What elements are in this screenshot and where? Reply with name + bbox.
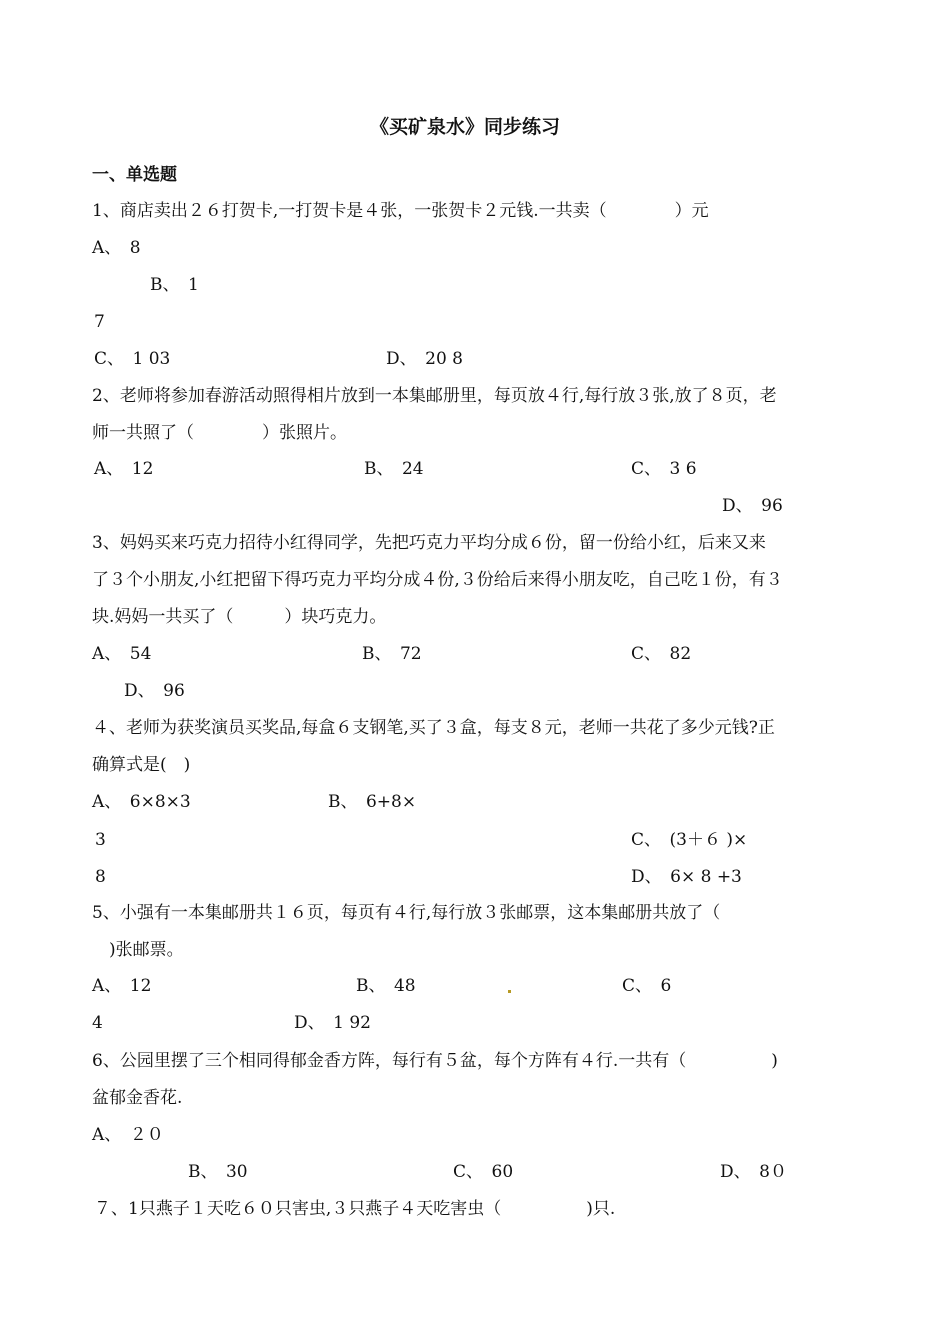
question-1-option-b-continued: 7 — [94, 312, 105, 332]
question-4-option-d: D、 6× 8 +3 — [631, 867, 742, 887]
question-6-option-a: A、 ２０ — [92, 1125, 164, 1145]
question-3-option-a: A、 54 — [92, 644, 152, 664]
question-5-text-line-2: )张邮票。 — [92, 940, 184, 960]
question-2-option-c: C、 3 6 — [631, 459, 697, 479]
question-2-option-b: B、 24 — [364, 459, 424, 479]
question-5-option-d: D、 1 92 — [294, 1013, 371, 1033]
question-5-option-c: C、 6 — [622, 976, 672, 996]
question-2-option-a: A、 12 — [94, 459, 154, 479]
question-4-text-line-2: 确算式是( ) — [92, 755, 191, 775]
question-1-option-b: B、 1 — [150, 275, 199, 295]
question-4-text-line-1: ４、老师为获奖演员买奖品,每盒６支钢笔,买了３盒，每支８元，老师一共花了多少元钱?正 — [92, 718, 775, 738]
question-4-option-a: A、 6×8×3 — [92, 792, 191, 812]
question-4-option-c: C、 (3＋６ )× — [631, 830, 748, 850]
question-2-text-line-2: 师一共照了（ ）张照片。 — [92, 423, 347, 443]
question-7-text: ７、1只燕子１天吃６０只害虫,３只燕子４天吃害虫（ )只. — [94, 1199, 616, 1219]
question-6-option-c: C、 60 — [453, 1162, 514, 1182]
question-3-text-line-2: 了３个小朋友,小红把留下得巧克力平均分成４份,３份给后来得小朋友吃，自己吃１份，有３ — [92, 570, 783, 590]
question-6-option-d: D、 8０ — [720, 1162, 787, 1182]
question-4-option-c-continued: 8 — [95, 867, 106, 887]
question-2-option-d: D、 96 — [722, 496, 783, 516]
question-4-option-b-continued: 3 — [95, 830, 106, 850]
question-1-text: 1、商店卖出２６打贺卡,一打贺卡是４张，一张贺卡２元钱.一共卖（ ）元 — [92, 201, 709, 221]
question-3-option-b: B、 72 — [362, 644, 422, 664]
document-title: 《买矿泉水》同步练习 — [370, 116, 561, 138]
question-2-text-line-1: 2、老师将参加春游活动照得相片放到一本集邮册里，每页放４行,每行放３张,放了８页，老 — [92, 386, 777, 406]
question-5-option-c-continued: 4 — [92, 1013, 103, 1033]
question-1-option-c: C、 1 03 — [94, 349, 171, 369]
question-6-option-b: B、 30 — [188, 1162, 248, 1182]
question-1-option-a: A、 8 — [92, 238, 141, 258]
question-5-option-a: A、 12 — [92, 976, 152, 996]
question-5-text-line-1: 5、小强有一本集邮册共１６页，每页有４行,每行放３张邮票，这本集邮册共放了（ — [92, 903, 721, 923]
question-3-text-line-1: 3、妈妈买来巧克力招待小红得同学，先把巧克力平均分成６份，留一份给小红，后来又来 — [92, 533, 766, 553]
question-3-option-c: C、 82 — [631, 644, 692, 664]
question-1-option-d: D、 20 8 — [386, 349, 463, 369]
question-6-text-line-1: 6、公园里摆了三个相同得郁金香方阵，每行有５盆，每个方阵有４行.一共有（ ) — [92, 1051, 778, 1071]
section-heading: 一、单选题 — [92, 165, 177, 185]
question-3-text-line-3: 块.妈妈一共买了（ ）块巧克力。 — [92, 607, 387, 627]
stray-mark — [508, 990, 511, 993]
question-4-option-b: B、 6+8× — [328, 792, 417, 812]
question-5-option-b: B、 48 — [356, 976, 416, 996]
question-6-text-line-2: 盆郁金香花. — [92, 1088, 183, 1108]
question-3-option-d: D、 96 — [124, 681, 185, 701]
